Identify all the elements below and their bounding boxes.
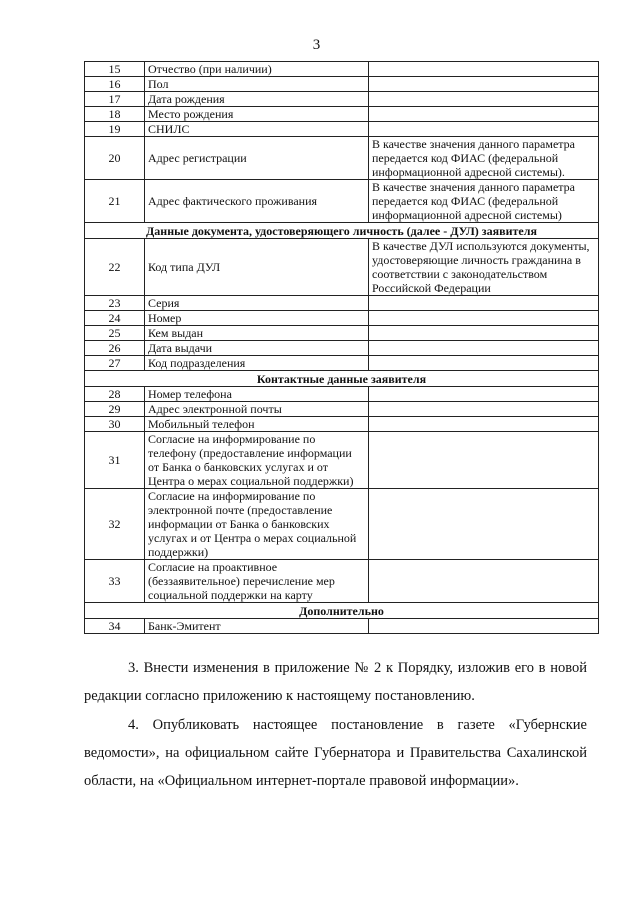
field-name: Код типа ДУЛ bbox=[145, 239, 369, 296]
field-name: Банк-Эмитент bbox=[145, 619, 369, 634]
field-description: В качестве значения данного параметра передается код ФИАС (федеральной информационной адресной системы). bbox=[369, 137, 599, 180]
table-row bbox=[85, 62, 599, 77]
paragraph-3: 3. Внести изменения в приложение № 2 к Порядку, изложив его в новой редакции согласно приложению к настоящему постановлению. bbox=[84, 660, 587, 704]
field-description bbox=[369, 489, 599, 560]
field-description bbox=[369, 417, 599, 432]
field-name: Адрес фактического проживания bbox=[145, 180, 369, 223]
section-heading-dul: Данные документа, удостоверяющего личность (далее - ДУЛ) заявителя bbox=[85, 223, 599, 239]
field-name: Дата рождения bbox=[145, 92, 369, 107]
field-description bbox=[369, 560, 599, 603]
row-number: 22 bbox=[85, 239, 145, 296]
table-row bbox=[85, 356, 599, 371]
row-number: 25 bbox=[85, 326, 145, 341]
row-number: 30 bbox=[85, 417, 145, 432]
row-number: 31 bbox=[85, 432, 145, 489]
field-description bbox=[369, 77, 599, 92]
field-name: Место рождения bbox=[145, 107, 369, 122]
field-description bbox=[369, 402, 599, 417]
table-row bbox=[85, 619, 599, 634]
row-number: 28 bbox=[85, 387, 145, 402]
table-row bbox=[85, 296, 599, 311]
row-number: 18 bbox=[85, 107, 145, 122]
field-description bbox=[369, 122, 599, 137]
row-number: 21 bbox=[85, 180, 145, 223]
table-row bbox=[85, 239, 599, 296]
row-number: 24 bbox=[85, 311, 145, 326]
field-description bbox=[369, 62, 599, 77]
field-name: Серия bbox=[145, 296, 369, 311]
table-row bbox=[85, 137, 599, 180]
table-row bbox=[85, 417, 599, 432]
field-description bbox=[369, 326, 599, 341]
table-row bbox=[85, 180, 599, 223]
row-number: 15 bbox=[85, 62, 145, 77]
field-name: Дата выдачи bbox=[145, 341, 369, 356]
field-description bbox=[369, 92, 599, 107]
table-row bbox=[85, 560, 599, 603]
field-name: Номер bbox=[145, 311, 369, 326]
field-name: Адрес электронной почты bbox=[145, 402, 369, 417]
table-row bbox=[85, 107, 599, 122]
row-number: 20 bbox=[85, 137, 145, 180]
field-description: В качестве значения данного параметра передается код ФИАС (федеральной информационной адресной системы) bbox=[369, 180, 599, 223]
field-name: СНИЛС bbox=[145, 122, 369, 137]
section-heading-contacts: Контактные данные заявителя bbox=[85, 371, 599, 387]
row-number: 17 bbox=[85, 92, 145, 107]
field-name: Согласие на информирование по телефону (предоставление информации от Банка о банковских услугах и от Центра о мерах социальной поддержки) bbox=[145, 432, 369, 489]
field-description bbox=[369, 432, 599, 489]
table-row bbox=[85, 341, 599, 356]
section-heading-extra: Дополнительно bbox=[85, 603, 599, 619]
applicant-data-table bbox=[84, 61, 599, 634]
row-number: 19 bbox=[85, 122, 145, 137]
table-row bbox=[85, 432, 599, 489]
field-name: Согласие на проактивное (беззаявительное) перечисление мер социальной поддержки на карту bbox=[145, 560, 369, 603]
field-description bbox=[369, 356, 599, 371]
field-description bbox=[369, 387, 599, 402]
field-description bbox=[369, 619, 599, 634]
section-heading-row bbox=[85, 603, 599, 619]
table-row bbox=[85, 92, 599, 107]
table-row bbox=[85, 122, 599, 137]
field-name: Адрес регистрации bbox=[145, 137, 369, 180]
row-number: 27 bbox=[85, 356, 145, 371]
section-heading-row bbox=[85, 223, 599, 239]
field-description bbox=[369, 341, 599, 356]
row-number: 32 bbox=[85, 489, 145, 560]
row-number: 23 bbox=[85, 296, 145, 311]
table-row bbox=[85, 402, 599, 417]
field-description: В качестве ДУЛ используются документы, удостоверяющие личность гражданина в соответствии с законодательством Российской Федерации bbox=[369, 239, 599, 296]
section-heading-row bbox=[85, 371, 599, 387]
table-row bbox=[85, 311, 599, 326]
field-name: Согласие на информирование по электронной почте (предоставление информации от Банка о банковских услугах и от Центра о мерах социальной поддержки) bbox=[145, 489, 369, 560]
row-number: 29 bbox=[85, 402, 145, 417]
paragraph-4: 4. Опубликовать настоящее постановление в газете «Губернские ведомости», на официальном сайте Губернатора и Правительства Сахалинской области, на «Официальном интернет-портале правовой информации». bbox=[84, 717, 587, 789]
row-number: 33 bbox=[85, 560, 145, 603]
field-description bbox=[369, 296, 599, 311]
table-row bbox=[85, 489, 599, 560]
row-number: 26 bbox=[85, 341, 145, 356]
table-row bbox=[85, 77, 599, 92]
table-row bbox=[85, 326, 599, 341]
field-name: Номер телефона bbox=[145, 387, 369, 402]
table-row bbox=[85, 387, 599, 402]
field-name: Код подразделения bbox=[145, 356, 369, 371]
row-number: 34 bbox=[85, 619, 145, 634]
page-number: 3 bbox=[312, 37, 321, 53]
row-number: 16 bbox=[85, 77, 145, 92]
field-description bbox=[369, 311, 599, 326]
field-name: Кем выдан bbox=[145, 326, 369, 341]
field-description bbox=[369, 107, 599, 122]
field-name: Мобильный телефон bbox=[145, 417, 369, 432]
field-name: Отчество (при наличии) bbox=[145, 62, 369, 77]
field-name: Пол bbox=[145, 77, 369, 92]
